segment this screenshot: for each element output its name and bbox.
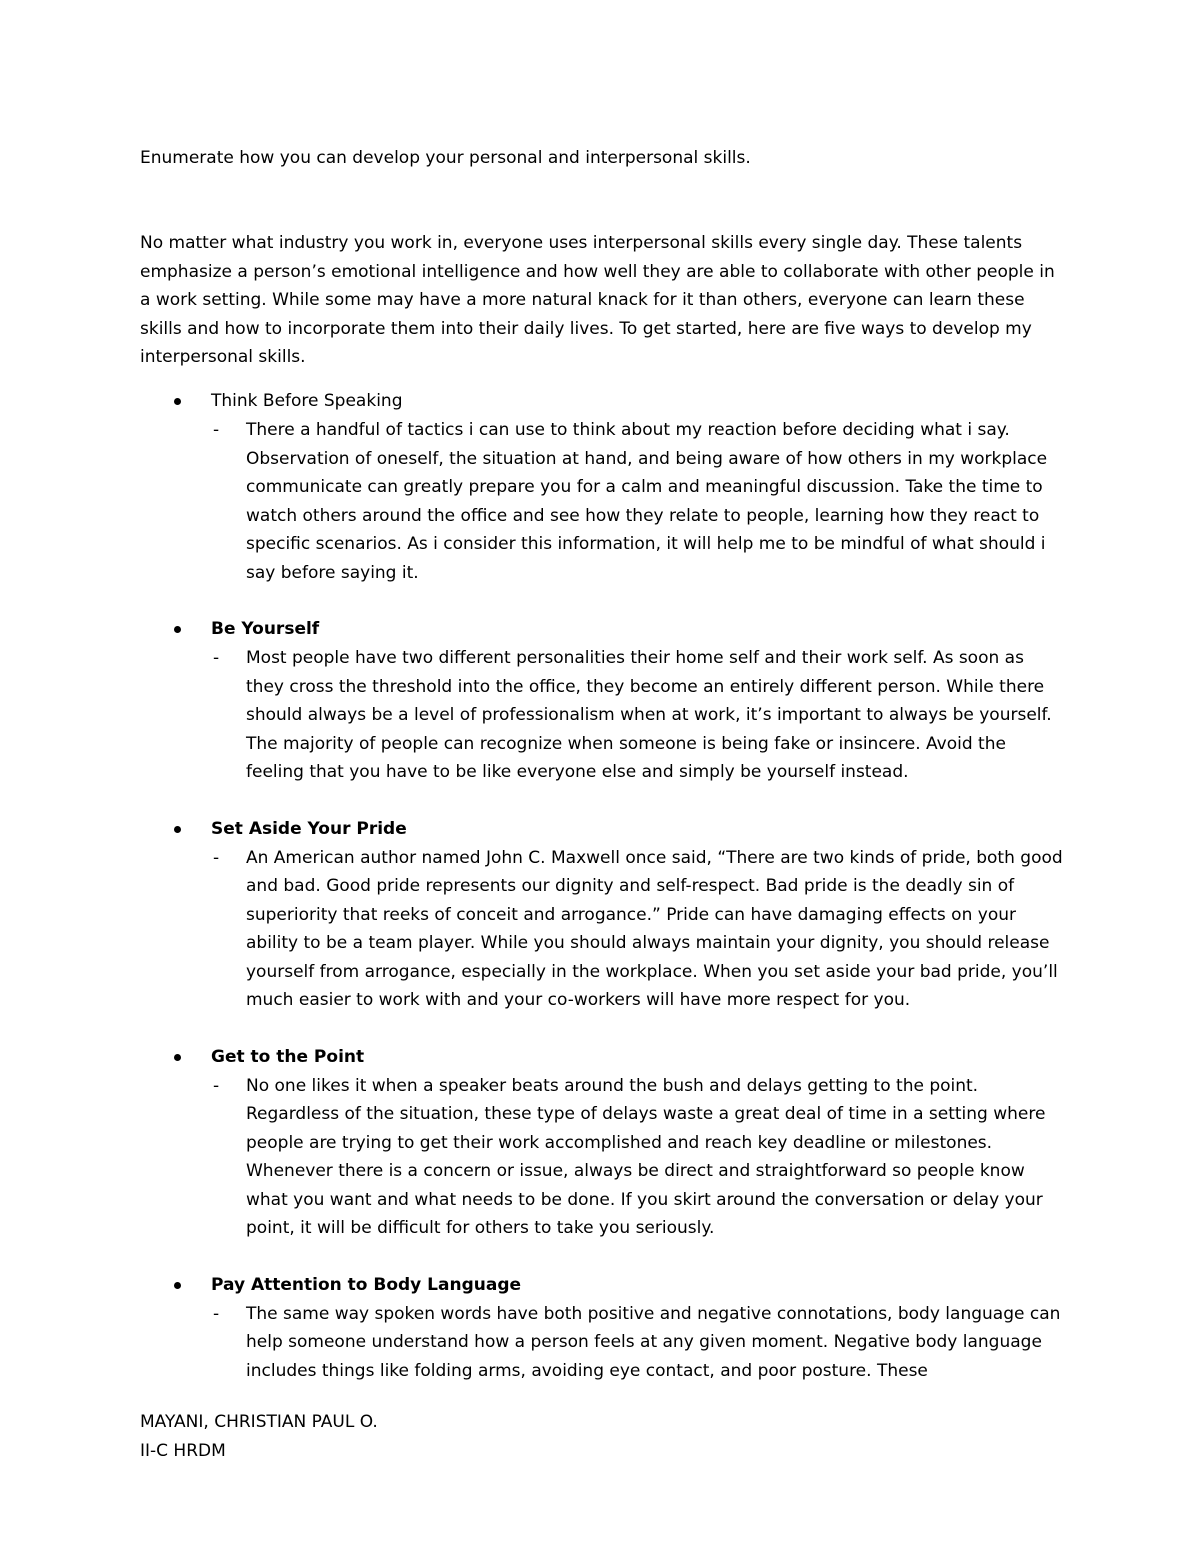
tip-item: [0, 1271, 1200, 1386]
tip-text: Most people have two different personalities their home self and their work self. As soon as they cross the threshold into the office, they become an entirely different person. While there should always be a level of professionalism when at work, it’s important to always be yourself. The majority of people can recognize when someone is being fake or insincere. Avoid the feeling that you have to be like everyone else and simply be yourself instead.: [246, 648, 1052, 782]
dash-marker: -: [213, 420, 220, 440]
author-section: II-C HRDM: [140, 1440, 226, 1461]
tip-title: Be Yourself: [211, 619, 320, 639]
bullet-icon: [174, 1054, 181, 1061]
dash-marker: -: [213, 847, 220, 868]
bullet-icon: [174, 398, 181, 405]
tip-text: An American author named John C. Maxwell once said, “There are two kinds of pride, both good and bad. Good pride represents our dignity and self-respect. Bad pride is the deadly sin of superiority that reeks of conceit and arrogance.” Pride can have damaging effects on your ability to be a team player. While you should always maintain your dignity, you should release yourself from arrogance, especially in the workplace. When you set aside your bad pride, you’ll much easier to work with and your co-workers will have more respect for you.: [246, 847, 1063, 1010]
tip-title: Get to the Point: [211, 1046, 365, 1067]
tip-title: Set Aside Your Pride: [211, 818, 407, 839]
tip-item: [0, 615, 1200, 787]
page-footer: [140, 1408, 378, 1465]
dash-marker: -: [213, 1075, 220, 1096]
tip-title: Think Before Speaking: [211, 391, 403, 411]
bullet-icon: [174, 1282, 181, 1289]
tip-text: No one likes it when a speaker beats around the bush and delays getting to the point. Regardless of the situation, these type of delays waste a great deal of time in a setting where people are trying to get their work accomplished and reach key deadline or milestones. Whenever there is a concern or issue, always be direct and straightforward so people know what you want and what needs to be done. If you skirt around the conversation or delay your point, it will be difficult for others to take you seriously.: [246, 1075, 1046, 1238]
tip-item: [0, 1043, 1200, 1243]
intro-paragraph: No matter what industry you work in, everyone uses interpersonal skills every single day. These talents emphasize a person’s emotional intelligence and how well they are able to collaborate with other people in a work setting. While some may have a more natural knack for it than others, everyone can learn these skills and how to incorporate them into their daily lives. To get started, here are five ways to develop my interpersonal skills.: [140, 233, 1055, 367]
tip-item: [0, 387, 1200, 587]
question-heading: Enumerate how you can develop your personal and interpersonal skills.: [140, 148, 751, 168]
dash-marker: -: [213, 648, 220, 668]
author-name: MAYANI, CHRISTIAN PAUL O.: [140, 1412, 378, 1432]
tip-item: [0, 815, 1200, 1015]
tip-text: There a handful of tactics i can use to think about my reaction before deciding what i say. Observation of oneself, the situation at hand, and being aware of how others in my workplace communicate can greatly prepare you for a calm and meaningful discussion. Take the time to watch others around the office and see how they relate to people, learning how they react to specific scenarios. As i consider this information, it will help me to be mindful of what should i say before saying it.: [246, 420, 1048, 583]
tip-title: Pay Attention to Body Language: [211, 1274, 522, 1295]
bullet-icon: [174, 626, 181, 633]
bullet-icon: [174, 826, 181, 833]
tips-list: [0, 387, 1200, 1413]
dash-marker: -: [213, 1303, 220, 1324]
tip-text: The same way spoken words have both positive and negative connotations, body language can help someone understand how a person feels at any given moment. Negative body language includes things like folding arms, avoiding eye contact, and poor posture. These: [246, 1303, 1061, 1381]
